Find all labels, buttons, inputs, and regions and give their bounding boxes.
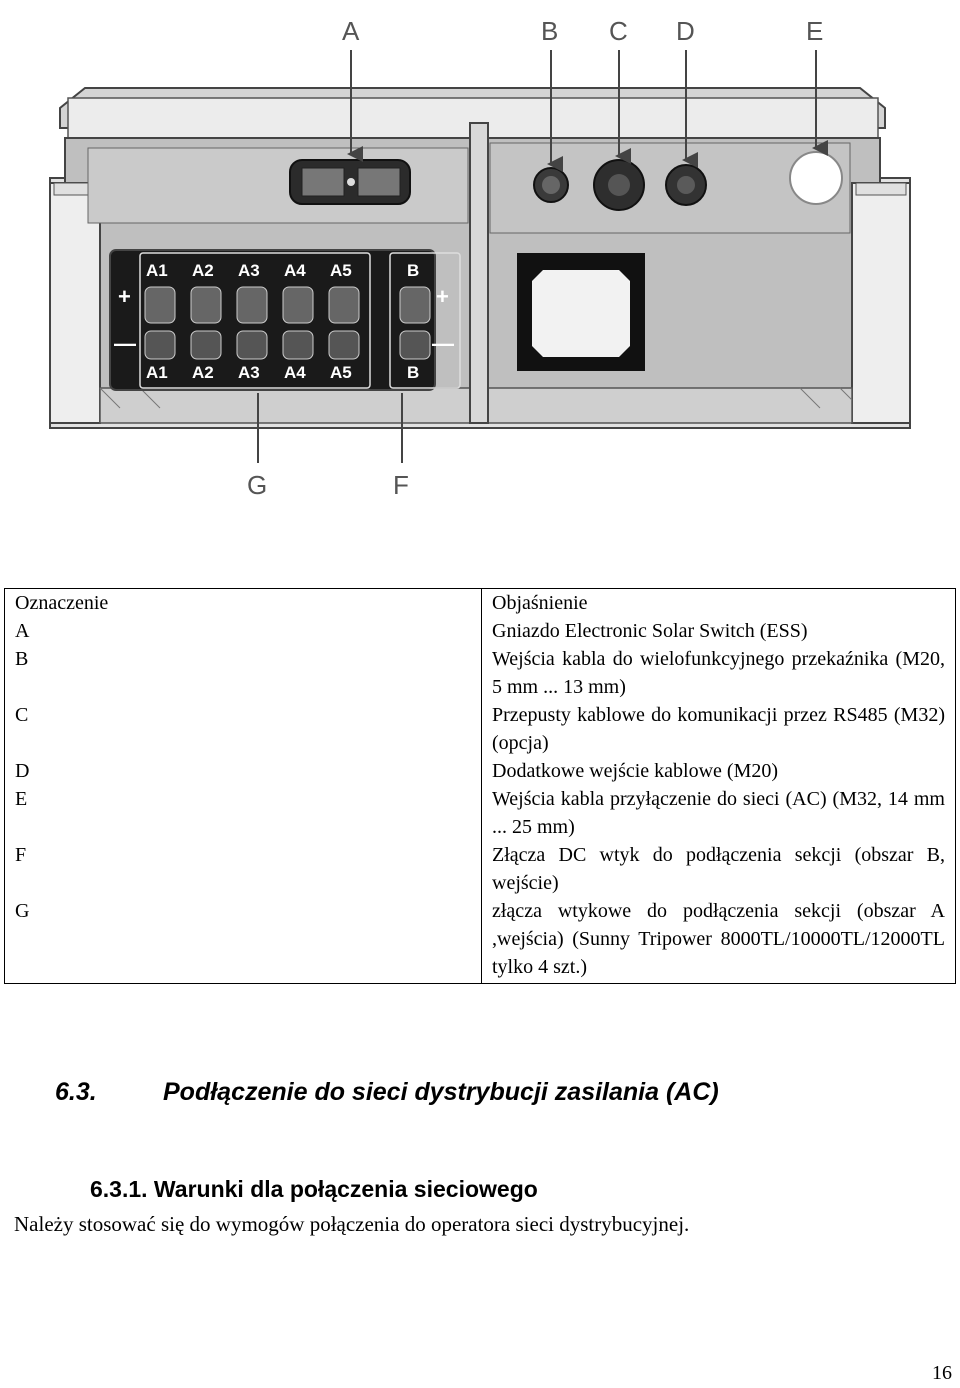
table-row (5, 897, 956, 984)
table-row (5, 757, 956, 785)
svg-text:G: G (247, 470, 269, 500)
table-row (5, 785, 956, 841)
cable-gland-d (666, 165, 706, 205)
table-row (5, 645, 956, 701)
row-desc: Wejścia kabla przyłączenie do sieci (AC) (M32, 14 mm ... 25 mm) (482, 785, 956, 841)
row-desc: złącza wtykowe do podłączenia sekcji (obszar A ,wejścia) (Sunny Tripower 8000TL/10000TL/12000TL tylko 4 szt.) (482, 897, 956, 984)
body-paragraph: Należy stosować się do wymogów połączenia do operatora sieci dystrybucyjnej. (14, 1212, 690, 1236)
port-a3-top: A3 (238, 261, 260, 280)
port-a4-top: A4 (284, 261, 306, 280)
plus-sign-left: + (118, 284, 131, 309)
svg-text:A: A (342, 16, 361, 46)
row-code: D (5, 757, 482, 785)
row-desc: Przepusty kablowe do komunikacji przez RS485 (M32) (opcja) (482, 701, 956, 757)
svg-text:D: D (676, 16, 696, 46)
page-number: 16 (932, 1362, 952, 1384)
port-a2-top: A2 (192, 261, 214, 280)
row-code: A (5, 617, 482, 645)
minus-sign-right: — (432, 331, 454, 356)
port-b-bottom: B (407, 363, 420, 382)
table-header-row (5, 589, 956, 618)
cable-gland-e (790, 152, 842, 204)
legend-table (4, 588, 956, 984)
row-desc: Wejścia kabla do wielofunkcyjnego przekaźnika (M20, 5 mm ... 13 mm) (482, 645, 956, 701)
section-number: 6.3. (55, 1078, 97, 1106)
port-a5-bottom: A5 (330, 363, 352, 382)
header-code: Oznaczenie (5, 589, 482, 618)
cable-gland-c (594, 160, 644, 210)
table-row (5, 841, 956, 897)
row-code: E (5, 785, 482, 841)
header-desc: Objaśnienie (482, 589, 956, 618)
svg-text:C: C (609, 16, 629, 46)
ess-socket (290, 160, 410, 204)
row-code: F (5, 841, 482, 897)
port-a1-top: A1 (146, 261, 168, 280)
ac-terminal-cover (517, 253, 645, 371)
port-a5-top: A5 (330, 261, 352, 280)
row-desc: Gniazdo Electronic Solar Switch (ESS) (482, 617, 956, 645)
cable-gland-b (534, 168, 568, 202)
svg-text:B: B (541, 16, 560, 46)
subsection-heading: 6.3.1. Warunki dla połączenia sieciowego (90, 1176, 538, 1202)
table-row (5, 701, 956, 757)
port-a2-bottom: A2 (192, 363, 214, 382)
section-heading (55, 1078, 719, 1107)
svg-text:E: E (806, 16, 825, 46)
port-a1-bottom: A1 (146, 363, 168, 382)
port-a3-bottom: A3 (238, 363, 260, 382)
minus-sign-left: — (114, 331, 136, 356)
port-b-top: B (407, 261, 420, 280)
svg-text:F: F (393, 470, 410, 500)
row-desc: Dodatkowe wejście kablowe (M20) (482, 757, 956, 785)
plus-sign-right: + (436, 284, 449, 309)
port-a4-bottom: A4 (284, 363, 306, 382)
inverter-connection-diagram (40, 8, 920, 508)
row-code: C (5, 701, 482, 757)
row-code: G (5, 897, 482, 984)
table-row (5, 617, 956, 645)
row-code: B (5, 645, 482, 701)
row-desc: Złącza DC wtyk do podłączenia sekcji (obszar B, wejście) (482, 841, 956, 897)
section-title: Podłączenie do sieci dystrybucji zasilania (AC) (163, 1078, 719, 1106)
